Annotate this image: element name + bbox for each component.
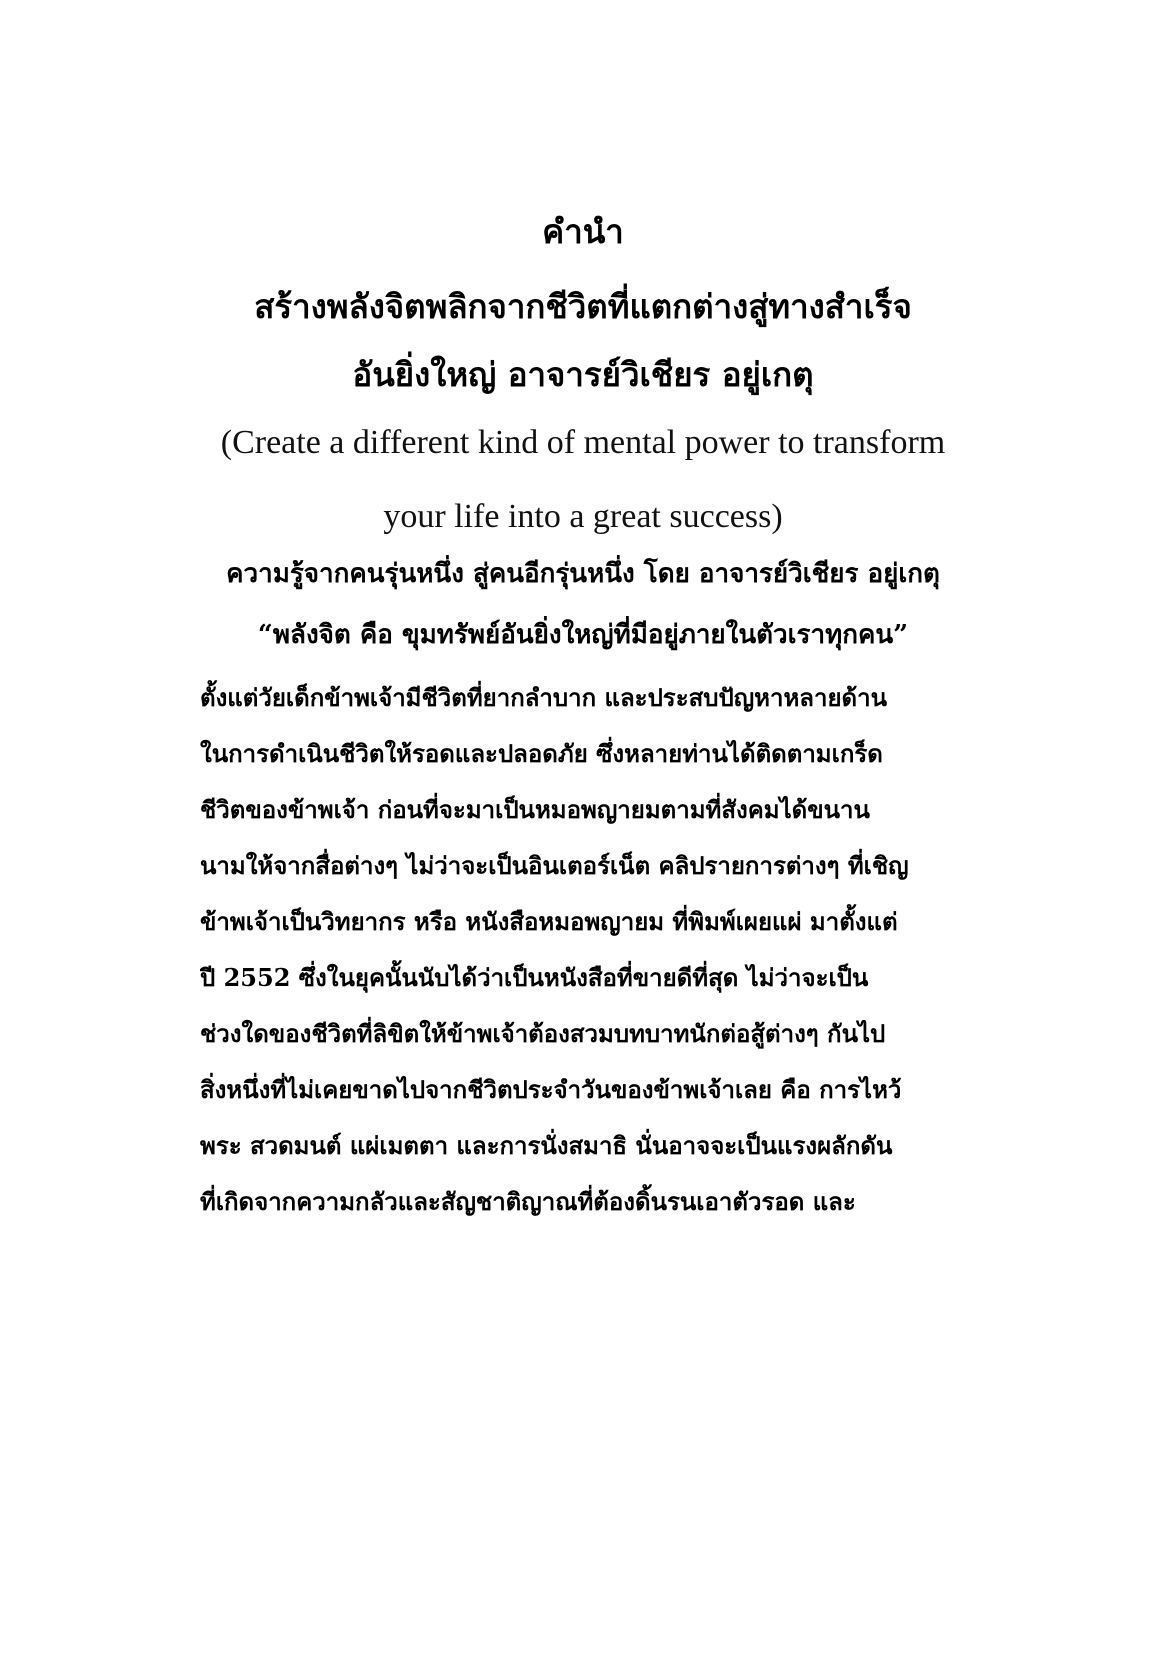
body-line: ในการดำเนินชีวิตให้รอดและปลอดภัย ซึ่งหลายท่านได้ติดตามเกร็ด [200,739,883,768]
author-byline: ความรู้จากคนรุ่นหนึ่ง สู่คนอีกรุ่นหนึ่ง โดย อาจารย์วิเชียร อยู่เกตุ [226,559,940,589]
body-line: ข้าพเจ้าเป็นวิทยากร หรือ หนังสือหมอพญายม ที่พิมพ์เผยแผ่ มาตั้งแต่ [200,907,898,936]
body-line: ตั้งแต่วัยเด็กข้าพเจ้ามีชีวิตที่ยากลำบาก และประสบปัญหาหลายด้าน [200,683,887,712]
body-line: นามให้จากสื่อต่างๆ ไม่ว่าจะเป็นอินเตอร์เน็ต คลิปรายการต่างๆ ที่เชิญ [200,851,909,880]
english-title-line-2: your life into a great success) [383,498,783,535]
body-line: พระ สวดมนต์ แผ่เมตตา และการนั่งสมาธิ นั่นอาจจะเป็นแรงผลักดัน [200,1131,893,1160]
body-line: ชีวิตของข้าพเจ้า ก่อนที่จะมาเป็นหมอพญายมตามที่สังคมได้ขนาน [200,795,870,824]
book-title-line-1: สร้างพลังจิตพลิกจากชีวิตที่แตกต่างสู่ทางสำเร็จ [254,287,912,326]
body-line: สิ่งหนึ่งที่ไม่เคยขาดไปจากชีวิตประจำวันของข้าพเจ้าเลย คือ การไหว้ [200,1075,902,1104]
body-line: ช่วงใดของชีวิตที่ลิขิตให้ข้าพเจ้าต้องสวมบทบาทนักต่อสู้ต่างๆ กันไป [200,1019,886,1048]
body-paragraph [200,670,960,1230]
body-line: ปี 2552 ซึ่งในยุคนั้นนับได้ว่าเป็นหนังสือที่ขายดีที่สุด ไม่ว่าจะเป็น [200,963,869,992]
english-title-line-1: (Create a different kind of mental power to transform [220,424,946,461]
book-title-line-2: อันยิ่งใหญ่ อาจารย์วิเชียร อยู่เกตุ [352,355,814,394]
preface-title: คำนำ [542,212,624,251]
opening-quote: “พลังจิต คือ ขุมทรัพย์อันยิ่งใหญ่ที่มีอยู่ภายในตัวเราทุกคน” [257,620,909,650]
body-line: ที่เกิดจากความกลัวและสัญชาติญาณที่ต้องดิ้นรนเอาตัวรอด และ [200,1187,856,1216]
